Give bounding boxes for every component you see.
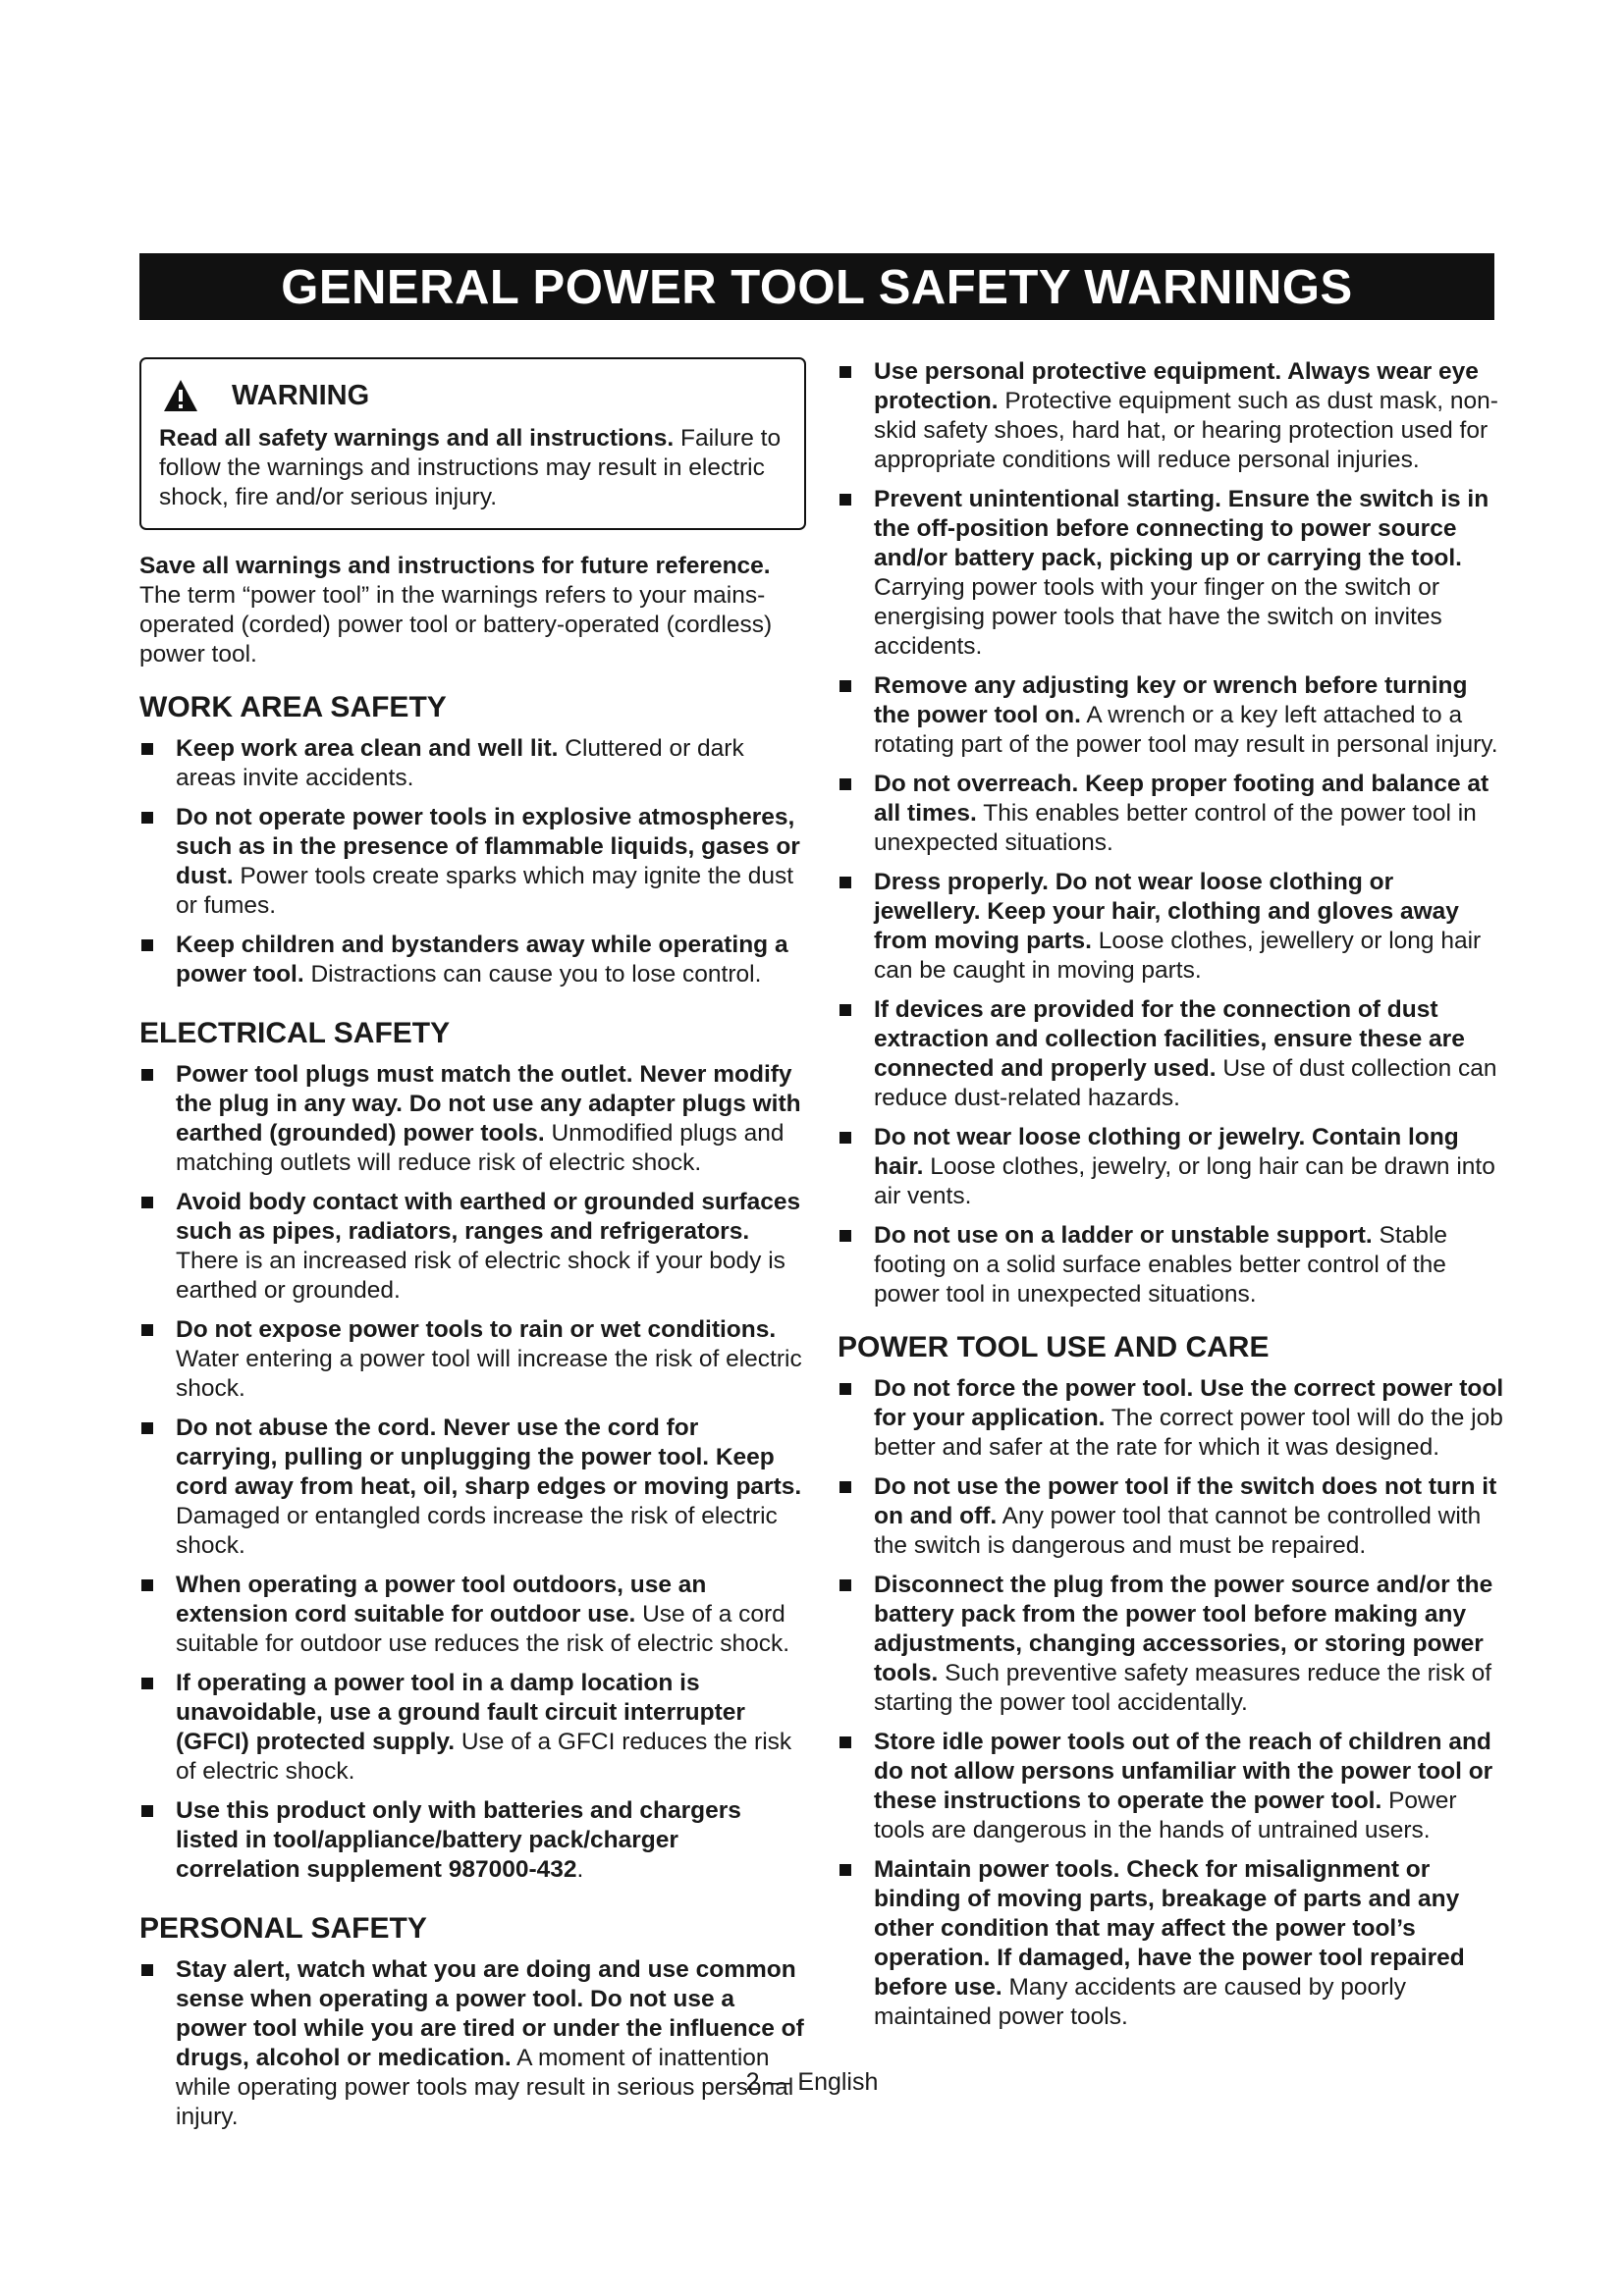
right-column — [838, 357, 1505, 2042]
warning-label: WARNING — [232, 380, 370, 411]
list-item: Avoid body contact with earthed or grounded surfaces such as pipes, radiators, ranges and refrigerators. There is an increased risk of electric shock if your body is earthed or grounded. — [139, 1188, 806, 1306]
left-column — [139, 357, 806, 2142]
list-item: If operating a power tool in a damp location is unavoidable, use a ground fault circuit interrupter (GFCI) protected supply. Use of a GFCI reduces the risk of electric shock. — [139, 1669, 806, 1787]
page-footer: 2 — English — [745, 2068, 879, 2096]
intro-paragraph: Save all warnings and instructions for future reference. The term “power tool” in the warnings refers to your mains-operated (corded) power tool or battery-operated (cordless) power tool. — [139, 553, 773, 667]
list-item: Use this product only with batteries and chargers listed in tool/appliance/battery pack/charger correlation supplement 987000-432. — [139, 1796, 806, 1885]
power-tool-use-list — [838, 1374, 1505, 2032]
list-item: Do not abuse the cord. Never use the cord for carrying, pulling or unplugging the power tool. Keep cord away from heat, oil, sharp edges or moving parts. Damaged or entangled cords increase the risk of electric shock. — [139, 1414, 806, 1561]
list-item: Do not expose power tools to rain or wet conditions. Water entering a power tool will increase the risk of electric shock. — [139, 1315, 806, 1404]
list-item: Do not wear loose clothing or jewelry. Contain long hair. Loose clothes, jewelry, or long hair can be drawn into air vents. — [838, 1123, 1505, 1211]
list-item: Do not overreach. Keep proper footing and balance at all times. This enables better control of the power tool in unexpected situations. — [838, 770, 1505, 858]
list-item: Do not operate power tools in explosive atmospheres, such as in the presence of flammable liquids, gases or dust. Power tools create sparks which may ignite the dust or fumes. — [139, 803, 806, 921]
list-item: Keep children and bystanders away while operating a power tool. Distractions can cause you to lose control. — [139, 931, 806, 989]
personal-list-right — [838, 357, 1505, 1309]
page-title: GENERAL POWER TOOL SAFETY WARNINGS — [139, 253, 1494, 320]
list-item: Prevent unintentional starting. Ensure the switch is in the off-position before connecting to power source and/or battery pack, picking up or carrying the tool. Carrying power tools with your finger on the switch or energising power tools that have the switch on invites accidents. — [838, 485, 1505, 662]
list-item: If devices are provided for the connection of dust extraction and collection facilities, ensure these are connected and properly used. Use of dust collection can reduce dust-related hazards. — [838, 995, 1505, 1113]
personal-list-left — [139, 1955, 806, 2132]
list-item: Do not force the power tool. Use the correct power tool for your application. The correct power tool will do the job better and safer at the rate for which it was designed. — [838, 1374, 1505, 1463]
list-item: Stay alert, watch what you are doing and use common sense when operating a power tool. Do not use a power tool while you are tired or under the influence of drugs, alcohol or medication. A moment of inattention while operating power tools may result in serious personal injury. — [139, 1955, 806, 2132]
list-item: Do not use the power tool if the switch does not turn it on and off. Any power tool that cannot be controlled with the switch is dangerous and must be repaired. — [838, 1472, 1505, 1561]
list-item: Store idle power tools out of the reach of children and do not allow persons unfamiliar with the power tool or these instructions to operate the power tool. Power tools are dangerous in the hands of untrained users. — [838, 1728, 1505, 1845]
list-item: Remove any adjusting key or wrench before turning the power tool on. A wrench or a key left attached to a rotating part of the power tool may result in personal injury. — [838, 671, 1505, 760]
heading-power-tool-use-and-care: POWER TOOL USE AND CARE — [838, 1331, 1270, 1363]
work-area-list — [139, 734, 806, 989]
list-item: Use personal protective equipment. Always wear eye protection. Protective equipment such as dust mask, non-skid safety shoes, hard hat, or hearing protection used for appropriate conditions will reduce personal injuries. — [838, 357, 1505, 475]
list-item: Disconnect the plug from the power source and/or the battery pack from the power tool before making any adjustments, changing accessories, or storing power tools. Such preventive safety measures reduce the risk of starting the power tool accidentally. — [838, 1571, 1505, 1718]
warning-text: Read all safety warnings and all instructions. Failure to follow the warnings and instructions may result in electric shock, fire and/or serious injury. — [159, 425, 782, 510]
heading-personal-safety: PERSONAL SAFETY — [139, 1912, 427, 1945]
list-item: Do not use on a ladder or unstable support. Stable footing on a solid surface enables better control of the power tool in unexpected situations. — [838, 1221, 1505, 1309]
electrical-list — [139, 1060, 806, 1885]
heading-work-area-safety: WORK AREA SAFETY — [139, 691, 447, 723]
list-item: When operating a power tool outdoors, use an extension cord suitable for outdoor use. Use of a cord suitable for outdoor use reduces the risk of electric shock. — [139, 1571, 806, 1659]
list-item: Keep work area clean and well lit. Cluttered or dark areas invite accidents. — [139, 734, 806, 793]
list-item: Dress properly. Do not wear loose clothing or jewellery. Keep your hair, clothing and gloves away from moving parts. Loose clothes, jewellery or long hair can be caught in moving parts. — [838, 868, 1505, 986]
list-item: Maintain power tools. Check for misalignment or binding of moving parts, breakage of parts and any other condition that may affect the power tool’s operation. If damaged, have the power tool repaired before use. Many accidents are caused by poorly maintained power tools. — [838, 1855, 1505, 2032]
warning-triangle-icon — [163, 379, 198, 412]
warning-box — [139, 357, 806, 530]
list-item: Power tool plugs must match the outlet. Never modify the plug in any way. Do not use any adapter plugs with earthed (grounded) power tools. Unmodified plugs and matching outlets will reduce risk of electric shock. — [139, 1060, 806, 1178]
heading-electrical-safety: ELECTRICAL SAFETY — [139, 1017, 451, 1049]
warning-header — [159, 379, 785, 412]
